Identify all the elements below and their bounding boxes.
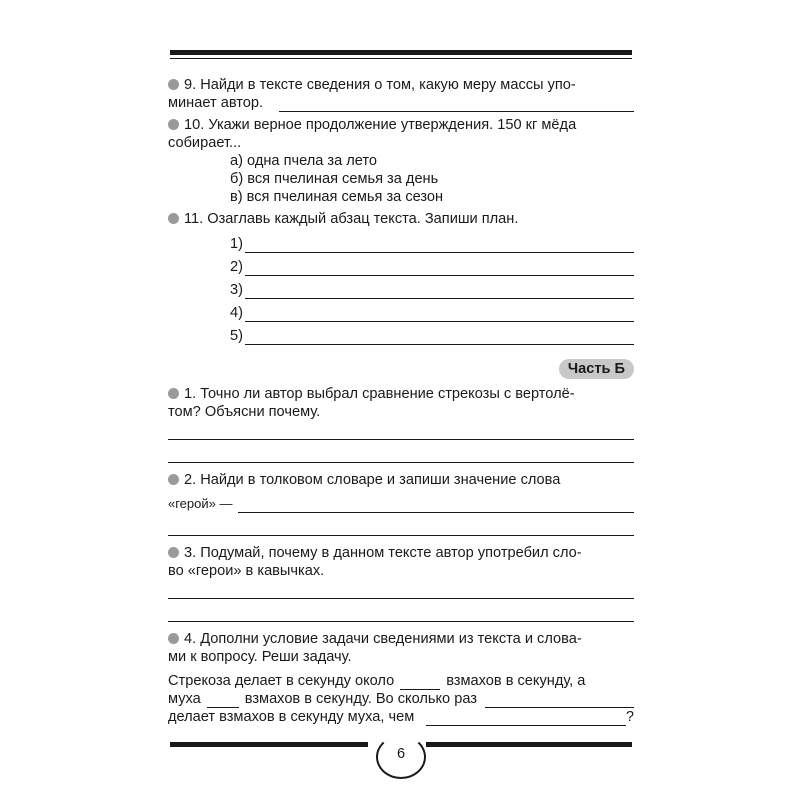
bullet-dot-icon: [168, 388, 179, 399]
q10-line1: 10. Укажи верное продолжение утверждения. 150 кг мёда: [184, 117, 577, 133]
q10-option-c[interactable]: в) вся пчелиная семья за сезон: [230, 189, 444, 205]
bullet-dot-icon: [168, 474, 179, 485]
header-rule-thick: [170, 50, 632, 55]
task-text: взмахов в секунду, а: [446, 673, 586, 689]
q9-line2: минает автор.: [168, 95, 264, 111]
plan-item: [230, 230, 634, 253]
plan-item-label: 2): [230, 259, 243, 275]
bullet-dot-icon: [168, 547, 179, 558]
plan-item-label: 5): [230, 328, 243, 344]
plan-item-label: 1): [230, 236, 243, 252]
question-10: [168, 116, 634, 206]
question-b2: [168, 471, 634, 536]
question-b3: [168, 544, 634, 622]
plan-item-line[interactable]: [245, 330, 634, 345]
plan-item: [230, 299, 634, 322]
q11-text: 11. Озаглавь каждый абзац текста. Запиши план.: [184, 211, 519, 227]
bullet-dot-icon: [168, 119, 179, 130]
task-text: взмахов в секунду. Во сколько раз: [244, 691, 477, 707]
footer-rule-right: [426, 742, 632, 747]
page-number: 6: [396, 746, 406, 762]
plan-item-line[interactable]: [245, 261, 634, 276]
task-text: делает взмахов в секунду муха, чем: [168, 709, 415, 725]
b4-line2: ми к вопросу. Реши задачу.: [168, 649, 352, 665]
b2-answer-line[interactable]: [238, 498, 634, 513]
header-rule-thin: [170, 58, 632, 59]
question-11: [168, 210, 634, 345]
question-mark: ?: [625, 709, 634, 725]
q10-line2: собирает...: [168, 135, 242, 151]
q9-answer-line[interactable]: [279, 97, 634, 112]
blank-question-a[interactable]: [485, 693, 634, 708]
plan-item: [230, 276, 634, 299]
plan-item: [230, 253, 634, 276]
q10-options: [168, 152, 634, 206]
worksheet: [168, 68, 634, 726]
b2-word: «герой» —: [168, 496, 233, 511]
footer-rule-left: [170, 742, 368, 747]
blank-wingbeats-dragonfly[interactable]: [400, 675, 440, 690]
b4-line1: 4. Дополни условие задачи сведениями из текста и слова-: [184, 631, 582, 647]
plan-item-label: 4): [230, 305, 243, 321]
plan-list: [168, 230, 634, 345]
plan-item-line[interactable]: [245, 307, 634, 322]
plan-item: [230, 322, 634, 345]
section-badge-part-b: Часть Б: [559, 359, 634, 379]
b1-line2: том? Объясни почему.: [168, 404, 321, 420]
question-9: [168, 76, 634, 112]
bullet-dot-icon: [168, 213, 179, 224]
b3-line2: во «герои» в кавычках.: [168, 563, 325, 579]
plan-item-label: 3): [230, 282, 243, 298]
blank-question-b[interactable]: [426, 711, 626, 726]
q9-line1: 9. Найди в тексте сведения о том, какую меру массы упо-: [184, 77, 576, 93]
plan-item-line[interactable]: [245, 284, 634, 299]
b3-answer-line[interactable]: [168, 621, 634, 622]
header-rule: [170, 50, 632, 64]
page-footer: [170, 738, 632, 788]
b1-answer-line[interactable]: [168, 439, 634, 440]
task-text: муха: [168, 691, 201, 707]
blank-wingbeats-fly[interactable]: [207, 693, 239, 708]
task-text: Стрекоза делает в секунду около: [168, 673, 395, 689]
bullet-dot-icon: [168, 79, 179, 90]
b2-answer-line[interactable]: [168, 535, 634, 536]
b2-line1: 2. Найди в толковом словаре и запиши значение слова: [184, 472, 561, 488]
question-b4: [168, 630, 634, 726]
b3-line1: 3. Подумай, почему в данном тексте автор употребил сло-: [184, 545, 582, 561]
question-b1: [168, 385, 634, 463]
q10-option-b[interactable]: б) вся пчелиная семья за день: [230, 171, 439, 187]
q10-option-a[interactable]: а) одна пчела за лето: [230, 153, 378, 169]
plan-item-line[interactable]: [245, 238, 634, 253]
b1-answer-line[interactable]: [168, 462, 634, 463]
b1-line1: 1. Точно ли автор выбрал сравнение стрекозы с вертолё-: [184, 386, 575, 402]
b3-answer-line[interactable]: [168, 598, 634, 599]
bullet-dot-icon: [168, 633, 179, 644]
